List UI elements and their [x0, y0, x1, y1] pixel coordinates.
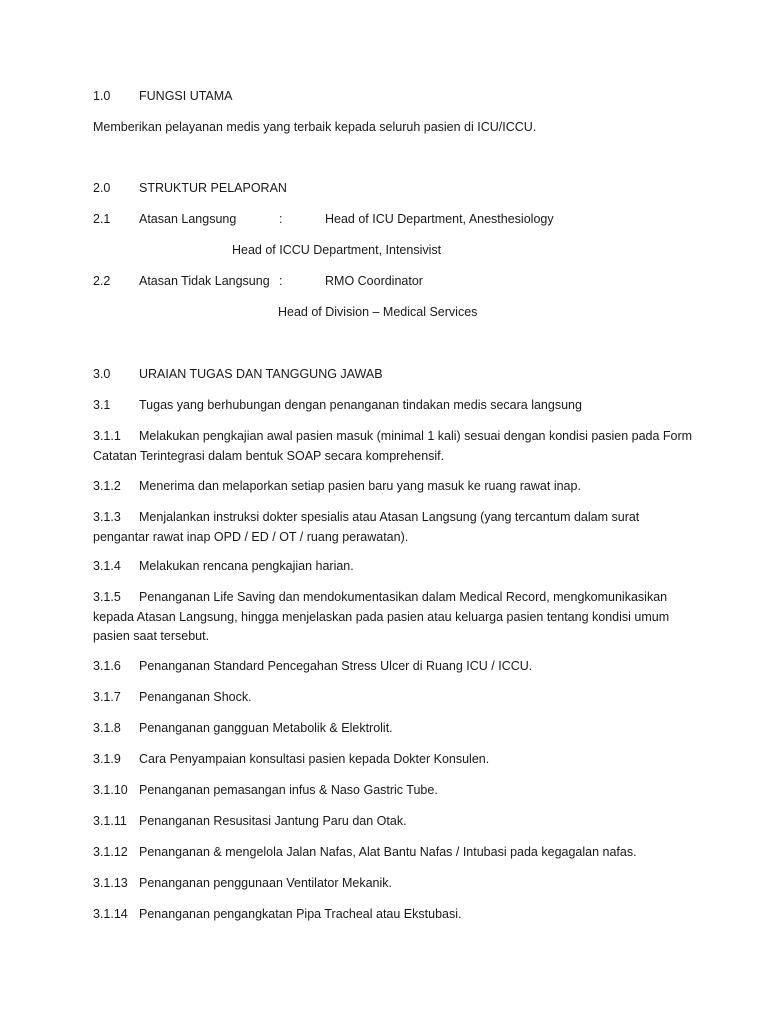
section-number: 2.0 — [93, 181, 111, 195]
row-value: RMO Coordinator — [325, 274, 423, 288]
item-number: 3.1.1 — [93, 429, 121, 443]
list-item — [93, 905, 693, 925]
item-text: Penanganan Standard Pencegahan Stress Ulcer di Ruang ICU / ICCU. — [139, 659, 533, 673]
item-text: Penanganan Life Saving dan mendokumentasikan dalam Medical Record, mengkomunikasikan kepada Atasan Langsung, hingga menjelaskan pada pasien atau keluarga pasien tentang kondisi umum pasien saat tersebut. — [93, 590, 670, 643]
row-value-continued: Head of ICCU Department, Intensivist — [232, 243, 442, 257]
list-item — [93, 588, 693, 647]
item-number: 3.1.6 — [93, 659, 121, 673]
section-title: STRUKTUR PELAPORAN — [139, 181, 287, 195]
section-description: Memberikan pelayanan medis yang terbaik kepada seluruh pasien di ICU/ICCU. — [93, 120, 537, 134]
subsection-number: 3.1 — [93, 398, 111, 412]
list-item — [93, 874, 693, 894]
item-text: Melakukan pengkajian awal pasien masuk (minimal 1 kali) sesuai dengan kondisi pasien pada Form Catatan Terintegrasi dalam bentuk SOAP secara komprehensif. — [93, 429, 693, 463]
item-number: 3.1.14 — [93, 907, 128, 921]
item-text: Menerima dan melaporkan setiap pasien baru yang masuk ke ruang rawat inap. — [139, 479, 581, 493]
item-number: 3.1.4 — [93, 559, 121, 573]
list-item — [93, 688, 693, 708]
item-text: Melakukan rencana pengkajian harian. — [139, 559, 354, 573]
row-separator: : — [279, 274, 283, 288]
row-separator: : — [279, 212, 283, 226]
row-value: Head of ICU Department, Anesthesiology — [325, 212, 554, 226]
item-number: 3.1.9 — [93, 752, 121, 766]
list-item — [93, 781, 693, 801]
item-text: Menjalankan instruksi dokter spesialis atau Atasan Langsung (yang tercantum dalam surat pengantar rawat inap OPD / ED / OT / ruang perawatan). — [93, 510, 640, 544]
row-number: 2.2 — [93, 274, 111, 288]
section-number: 3.0 — [93, 367, 111, 381]
list-item — [93, 719, 693, 739]
item-text: Penanganan & mengelola Jalan Nafas, Alat Bantu Nafas / Intubasi pada kegagalan nafas. — [139, 845, 637, 859]
item-number: 3.1.7 — [93, 690, 121, 704]
list-item — [93, 812, 693, 832]
item-text: Penanganan pemasangan infus & Naso Gastric Tube. — [139, 783, 438, 797]
subsection-title: Tugas yang berhubungan dengan penanganan tindakan medis secara langsung — [139, 398, 582, 412]
item-text: Penanganan Shock. — [139, 690, 252, 704]
item-text: Penanganan Resusitasi Jantung Paru dan Otak. — [139, 814, 407, 828]
list-item — [93, 508, 693, 547]
item-number: 3.1.3 — [93, 510, 121, 524]
item-number: 3.1.13 — [93, 876, 128, 890]
section-title: URAIAN TUGAS DAN TANGGUNG JAWAB — [139, 367, 383, 381]
item-text: Penanganan penggunaan Ventilator Mekanik. — [139, 876, 392, 890]
list-item — [93, 750, 693, 770]
item-number: 3.1.2 — [93, 479, 121, 493]
list-item — [93, 427, 693, 466]
item-number: 3.1.8 — [93, 721, 121, 735]
row-label: Atasan Tidak Langsung — [139, 274, 270, 288]
item-number: 3.1.5 — [93, 590, 121, 604]
item-text: Cara Penyampaian konsultasi pasien kepada Dokter Konsulen. — [139, 752, 490, 766]
item-text: Penanganan gangguan Metabolik & Elektrolit. — [139, 721, 393, 735]
item-number: 3.1.12 — [93, 845, 128, 859]
list-item — [93, 843, 693, 863]
row-value-continued: Head of Division – Medical Services — [278, 305, 478, 319]
section-number: 1.0 — [93, 89, 111, 103]
list-item — [93, 477, 693, 497]
item-number: 3.1.10 — [93, 783, 128, 797]
item-text: Penanganan pengangkatan Pipa Tracheal atau Ekstubasi. — [139, 907, 462, 921]
item-number: 3.1.11 — [93, 814, 127, 828]
row-number: 2.1 — [93, 212, 111, 226]
list-item — [93, 657, 693, 677]
list-item — [93, 557, 693, 577]
row-label: Atasan Langsung — [139, 212, 237, 226]
section-title: FUNGSI UTAMA — [139, 89, 233, 103]
